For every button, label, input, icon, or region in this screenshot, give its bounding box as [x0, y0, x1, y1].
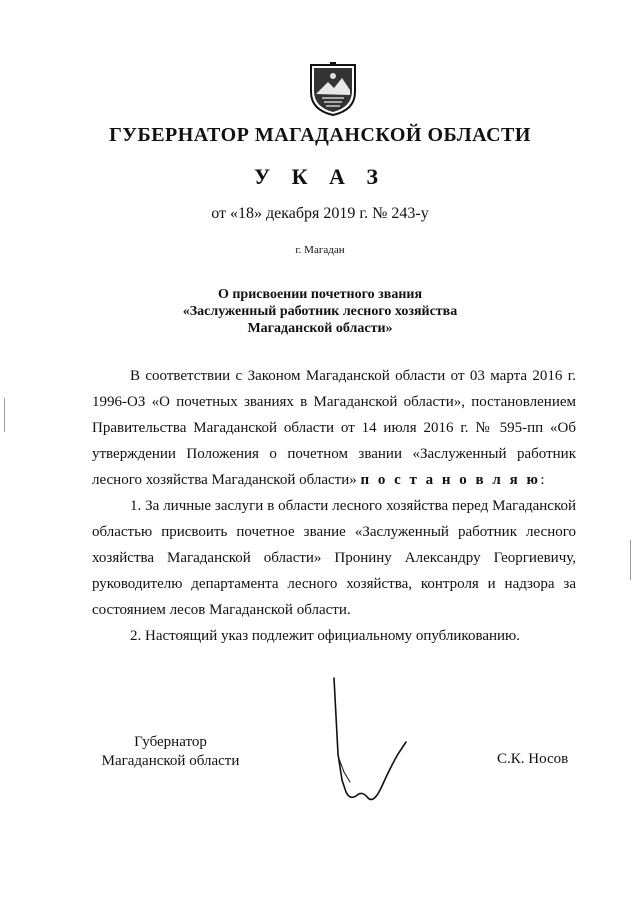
authority-heading: ГУБЕРНАТОР МАГАДАНСКОЙ ОБЛАСТИ	[109, 124, 531, 146]
coat-of-arms-icon	[308, 62, 358, 117]
document-subject	[0, 286, 640, 337]
signatory-name: С.К. Носов	[497, 751, 569, 767]
preamble-text: В соответствии с Законом Магаданской области от 03 марта 2016 г. 1996-ОЗ «О почетных званиях в Магаданской области», постановлением Правительства Магаданской области от 14 июля 2016 г. № 595-пп «Об утверждении Положения о почетном звании «Заслуженный работник лесного хозяйства Магаданской области»	[92, 368, 576, 488]
subject-line: О присвоении почетного звания	[217, 287, 423, 302]
signatory-title-line: Магаданской области	[101, 753, 240, 769]
scan-mark	[4, 398, 5, 432]
decree-suffix: :	[540, 472, 545, 488]
signatory-title-line: Губернатор	[134, 734, 207, 750]
clause-2-paragraph: 2. Настоящий указ подлежит официальному опубликованию.	[130, 628, 521, 644]
decree-word: п о с т а н о в л я ю	[360, 472, 541, 488]
subject-line: «Заслуженный работник лесного хозяйства	[182, 304, 458, 319]
signatory-title	[98, 733, 243, 771]
handwritten-signature	[328, 676, 428, 806]
document-type-heading: У К А З	[253, 164, 387, 189]
subject-line: Магаданской области»	[247, 321, 393, 336]
clause-1-paragraph: 1. За личные заслуги в области лесного хозяйства перед Магаданской областью присвоить почетное звание «Заслуженный работник лесного хозяйства Магаданской области» Пронину Александру Георгиевичу, руководителю департамента лесного хозяйства, контроля и надзора за состоянием лесов Магаданской области.	[92, 498, 576, 618]
document-body	[92, 363, 576, 649]
scan-mark	[630, 540, 631, 580]
document-dateline: от «18» декабря 2019 г. № 243-у	[211, 205, 429, 222]
preamble-paragraph	[92, 363, 576, 493]
document-city: г. Магадан	[295, 244, 345, 256]
